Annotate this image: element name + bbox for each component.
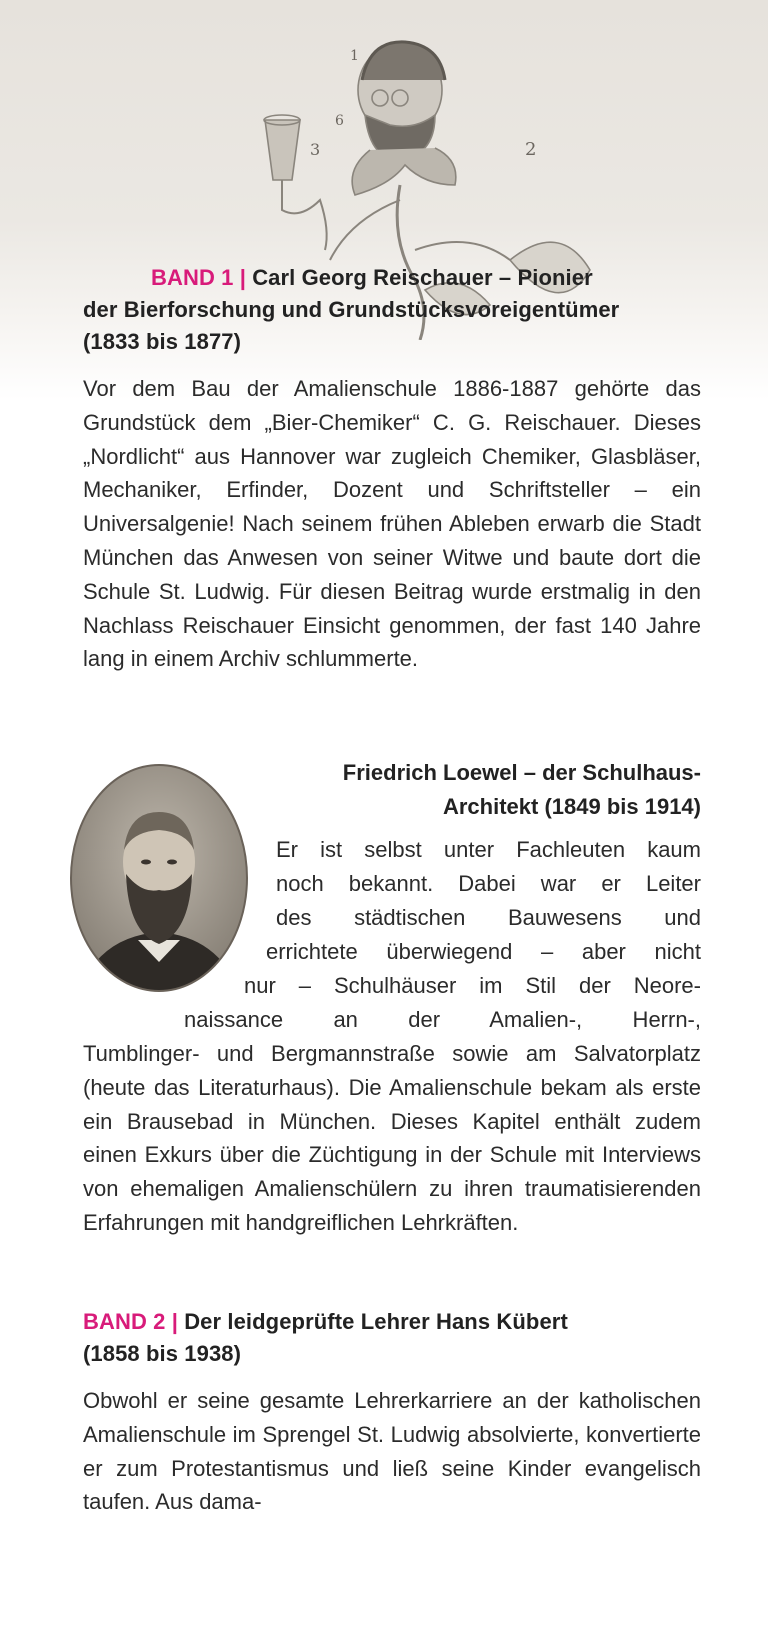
band2-title-line1: Der leidgeprüfte Lehrer Hans Kübert: [184, 1309, 568, 1334]
band1-title-line1: Carl Georg Reischauer – Pionier: [252, 265, 593, 290]
band2-heading-line1: [83, 1306, 701, 1338]
loewel-body-block: [83, 1037, 701, 1240]
loewel-wrap-line: naissance an der Amalien-, Herrn-,: [184, 1007, 701, 1032]
band2-title-line2: (1858 bis 1938): [83, 1341, 242, 1366]
loewel-portrait-photo: [68, 762, 250, 994]
band2-heading: [83, 1306, 701, 1370]
band1-tag: BAND 1 |: [151, 265, 246, 290]
loewel-title-line1: Friedrich Loewel – der Schulhaus-: [342, 760, 701, 785]
band1-body-block: [83, 372, 701, 676]
loewel-wrap-line: nur – Schulhäuser im Stil der Neore-: [244, 973, 701, 998]
loewel-wrap-line: errichtete überwiegend – aber nicht: [266, 939, 701, 964]
svg-text:2: 2: [525, 139, 537, 160]
band1-heading-line1: [83, 262, 701, 294]
band2-body-block: [83, 1384, 701, 1519]
band1-body: Vor dem Bau der Amalienschule 1886-1887 gehörte das Grundstück dem „Bier-Chemiker“ C. G. Reischauer. Dieses „Nordlicht“ aus Hannover war zugleich Chemiker, Glasbläser, Mechaniker, Erfinder, Dozent und Schriftsteller – ein Universalgenie! Nach seinem frühen Ableben erwarb die Stadt München das Anwesen von seiner Witwe und baute dort die Schule St. Ludwig. Für diesen Beitrag wurde erstmalig in den Nachlass Reischauer Einsicht genommen, der fast 140 Jahre lang in einem Archiv schlummerte.: [83, 376, 701, 672]
loewel-wrap-line: noch bekannt. Dabei war er Leiter: [276, 871, 701, 896]
loewel-body: Tumblinger- und Bergmannstraße sowie am Salvatorplatz (heute das Literaturhaus). Die Amalienschule bekam als erste ein Brausebad in München. Dieses Kapitel enthält zudem einen Exkurs über die Züchtigung in der Schule mit Interviews von ehemaligen Amalienschülern zu ihren traumatisierenden Erfahrungen mit handgreiflichen Lehrkräften.: [83, 1041, 701, 1235]
svg-text:1: 1: [350, 48, 359, 64]
loewel-title-line2: Architekt (1849 bis 1914): [442, 794, 701, 819]
loewel-heading: [270, 756, 701, 824]
band2-tag: BAND 2 |: [83, 1309, 178, 1334]
svg-text:6: 6: [335, 113, 344, 129]
band1-heading: [83, 262, 701, 358]
band1-title-line2: der Bierforschung und Grundstücksvoreigentümer: [83, 297, 620, 322]
loewel-wrap-line: des städtischen Bauwesens und: [276, 905, 701, 930]
band2-body: Obwohl er seine gesamte Lehrerkarriere an der katholischen Amalienschule im Sprengel St. Ludwig absolvierte, konvertierte er zum Protestantismus und ließ seine Kinder evangelisch taufen. Aus dama-: [83, 1388, 701, 1515]
svg-text:3: 3: [310, 140, 321, 159]
band1-title-line3: (1833 bis 1877): [83, 329, 242, 354]
loewel-wrap-line: Er ist selbst unter Fachleuten kaum: [276, 837, 701, 862]
